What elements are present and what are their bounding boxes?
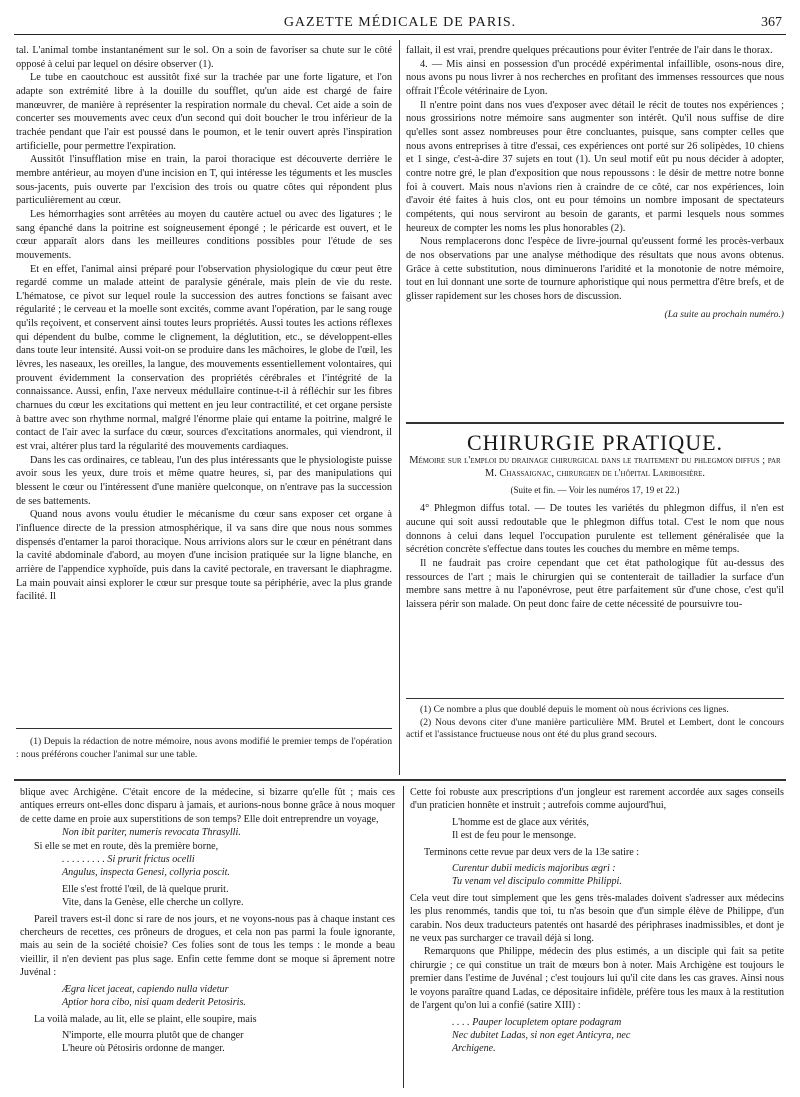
memoir-title: Mémoire sur l'emploi du drainage chirurgical dans le traitement du phlegmon diffus ; par M. Chassaignac, chirurgien de l'hôpital Lariboisière. (409, 454, 781, 479)
paragraph: blique avec Archigène. C'était encore de la médecine, si bizarre qu'elle fût ; mais ces antiques erreurs ont-elles donc disparu à jamais, et aurions-nous bonne grâce à nous moquer de cette dame en proie aux superstitions de son temps? Elle doit entreprendre un voyage, (20, 787, 395, 825)
feuilleton-right (410, 786, 784, 1056)
verse-line: Archigene. (452, 1043, 496, 1055)
paragraph: Quand nous avons voulu étudier le mécanisme du cœur sans exposer cet organe à l'influence directe de la pression atmosphérique, il va sans dire que nous nous sommes dispensés d'entamer la paroi thoracique. Nous arrivions alors sur le cœur en pénétrant dans la cavité abdominale d'abord, au moyen d'une incision pratiquée sur la ligne blanche, en arrière de l'appendice xyphoïde, puis dans la cavité pectorale, en traversant le diaphragme. La main pouvait ainsi explorer le cœur sur presque toute sa périphérie, avec la plus grande facilité. Il (16, 509, 392, 603)
section-divider (406, 422, 784, 424)
paragraph: Aussitôt l'insufflation mise en train, la paroi thoracique est découverte derrière le membre antérieur, au moyen d'une incision en T, qui intéresse les téguments et les muscles sous-jacents, puis ouverte par l'excision des trois ou quatre côtes qui répondent plus particulièrement au cœur. (16, 154, 392, 207)
footnote: (1) Depuis la rédaction de notre mémoire, nous avons modifié le premier temps de l'opération : nous préférons coucher l'animal sur une table. (16, 736, 392, 760)
section-title: CHIRURGIE PRATIQUE. (466, 430, 724, 455)
continued-note: (La suite au prochain numéro.) (664, 309, 784, 321)
paragraph: Le tube en caoutchouc est aussitôt fixé sur la trachée par une forte ligature, et l'on adapte son extrémité libre à la douille du soufflet, qu'un aide est chargé de faire manœuvrer, de manière à représenter la respiration normale du cheval. Cet aide a soin de concerter ses mouvements avec ceux d'un second qui doit boucher le trou inférieur de la trachée pendant que l'air est poussé dans le poumon, et le tenir ouvert après l'inspiration artificielle, pour permettre l'expiration. (16, 72, 392, 152)
left-footnote (16, 736, 392, 761)
verse-line: Aptior hora cibo, nisi quam dederit Petosiris. (62, 997, 246, 1009)
translation-line: L'heure où Pétosiris ordonne de manger. (62, 1043, 225, 1055)
left-column (16, 44, 392, 604)
paragraph: Et en effet, l'animal ainsi préparé pour l'observation physiologique du cœur peut être regardé comme un malade atteint de paralysie générale, mais plein de vie du reste. L'hématose, ce pivot sur lequel roule la succession des autres fonctions se faisant avec régularité ; le cerveau et la moelle sont excités, comme avant l'opération, par le sang rouge qu'ils reçoivent, et conservent ainsi toutes leurs propriétés. Aussi toutes les actions réflexes qui dépendent du bulbe, comme le clignement, la déglutition, etc., se développent-elles dans toute leur intensité. Aussi voit-on se produire dans les mâchoires, le globe de l'œil, les lèvres, les naseaux, les oreilles, la langue, des mouvements essentiellement volontaires, qui prouvent évidemment la conservation des propriétés cérébrales et l'intégrité de la connaissance. Aussi, enfin, l'axe nerveux médullaire continue-t-il à réfléchir sur les fibres charnues du cœur les excitations qui mettent en jeu leur contractilité, et cet organe persiste à battre avec son rhythme normal, malgré l'énorme plaie qui entame la poitrine, malgré le contact de l'air avec la surface du cœur, sources d'excitations anormales, qui viendront, il est vrai, altérer plus tard la régularité des mouvements cardiaques. (16, 263, 392, 453)
translation-line: Vite, dans la Genèse, elle cherche un collyre. (62, 897, 244, 909)
verse-line: Curentur dubii medicis majoribus ægri : (452, 863, 616, 875)
verse-line: Tu venam vel discipulo committe Philippi. (452, 876, 622, 888)
verse-line: Nec dubitet Ladas, si non eget Anticyra, nec (452, 1029, 631, 1041)
translation-line: N'importe, elle mourra plutôt que de changer (62, 1029, 244, 1041)
memoir-note: (Suite et fin. — Voir les numéros 17, 19 et 22.) (510, 484, 680, 495)
verse-line: Non ibit pariter, numeris revocata Thrasylli. (62, 827, 241, 839)
paragraph: 4. — Mis ainsi en possession d'un procédé expérimental infaillible, osons-nous dire, nous avons pu nous livrer à nos recherches en profitant des immenses ressources que nous offrait l'École vétérinaire de Lyon. (406, 58, 784, 97)
paragraph: La voilà malade, au lit, elle se plaint, elle soupire, mais (34, 1013, 257, 1025)
verse-line: Angulus, inspecta Genesi, collyria poscit. (62, 867, 230, 879)
verse-line: Ægra licet jaceat, capiendo nulla videtur (62, 983, 229, 995)
page-number: 367 (761, 15, 782, 30)
paragraph: fallait, il est vrai, prendre quelques précautions pour éviter l'entrée de l'air dans le thorax. (406, 45, 773, 56)
footnote: (1) Ce nombre a plus que doublé depuis le moment où nous écrivions ces lignes. (420, 704, 729, 715)
paragraph: Il n'entre point dans nos vues d'exposer avec détail le récit de toutes nos expériences ; nous grossirions notre mémoire sans augmenter son intérêt. Qu'il nous suffise de dire qu'elles sont assez nombreuses pour être concluantes, puisque, sans compter celles que nous avons entreprises à titre d'essai, ces expériences ont porté sur 26 solipèdes, 10 chiens et 1 singe, c'est-à-dire 37 sujets en tout (1). Un seul motif eût pu nous décider à adopter, contre notre gré, le plan d'exposition que nous repoussons : le désir de mettre notre bonne foi à couvert. Mais nous n'avions rien à craindre de ce côté, car nos expériences, loin d'avoir été faites à huis clos, ont eu pour témoins un nombre imposant de spectateurs compétents, qui nous serviront au besoin de garants, et parmi lesquels nous sommes heureux de compter les noms les plus honorables (2). (406, 99, 784, 234)
footnote: (2) Nous devons citer d'une manière particulière MM. Brutel et Lembert, dont le concours actif et l'assistance fructueuse nous ont été du plus grand secours. (406, 716, 784, 740)
paragraph: Dans les cas ordinaires, ce tableau, l'un des plus intéressants que le physiologiste puisse avoir sous les yeux, dure trois et même quatre heures, si, par des manipulations qui blessent le cœur ou l'intéressent d'une manière quelconque, on n'entrave pas la succession de ses battements. (16, 454, 392, 507)
paragraph: Il ne faudrait pas croire cependant que cet état pathologique fût au-dessus des ressources de l'art ; mais le chirurgien qui se contenterait de tailladier la surface d'un membre sans mettre à nu l'aponévrose, peut être parfaitement sûr d'une chose, c'est qu'il laissera périr son malade. On peut donc faire de cette nécessité de poursuivre tou- (406, 557, 784, 610)
paragraph: Les hémorrhagies sont arrêtées au moyen du cautère actuel ou avec des ligatures ; le sang épanché dans la poitrine est soigneusement épongé ; le péricarde est ouvert, et le cœur apparaît alors dans les meilleures conditions possibles pour l'étude de ses mouvements. (16, 208, 392, 261)
paragraph: Remarquons que Philippe, médecin des plus estimés, a un disciple qui fait sa petite chirurgie ; ce qui constitue un trait de mœurs bon à noter. Mais Archigène est toujours le premier dans l'estime de Juvénal ; c'est toujours lui qu'il cite dans les cas graves. Ainsi nous le voyons paraître quand Ladas, ce dépositaire infidèle, préfère tous les maux à la restitution de l'argent qu'on lui a confié (satire XIII) : (410, 946, 784, 1012)
paragraph: Cette foi robuste aux prescriptions d'un jongleur est rarement accordée aux sages conseils d'un praticien honnête et instruit ; autrefois comme aujourd'hui, (410, 787, 784, 812)
page-header (14, 12, 786, 35)
paragraph: tal. L'animal tombe instantanément sur le sol. On a soin de favoriser sa chute sur le côté opposé à celui par lequel on désire observer (1). (16, 45, 392, 70)
translation-line: Elle s'est frotté l'œil, de là quelque prurit. (62, 883, 229, 895)
footnote-divider (16, 728, 392, 729)
right-column-top (406, 44, 784, 322)
paragraph: Terminons cette revue par deux vers de la 13e satire : (424, 846, 640, 858)
paragraph: Pareil travers est-il donc si rare de nos jours, et ne voyons-nous pas à chaque instant ces chercheurs de recettes, ces prôneurs de drogues, et cela non pas parmi la foule ignorante, mais au sein de la société choisie? Ces folies sont de tous les temps : le monde a beau vieillir, il n'en devient pas plus sage. Enfin cette femme dont se moque si âprement notre Juvénal : (20, 913, 395, 979)
footnote-divider (406, 698, 784, 699)
paragraph: Nous remplacerons donc l'espèce de livre-journal qu'eussent formé les procès-verbaux de nos observations par une analyse méthodique des résultats que nous avons obtenus. Grâce à cette substitution, nous diminuerons l'aridité et la monotonie de notre mémoire, tout en lui donnant une sorte de tournure aphoristique qui nous permettra d'être brefs, et de glisser rapidement sur les choses hors de discussion. (406, 236, 784, 302)
column-rule (403, 786, 404, 1088)
paragraph: Cela veut dire tout simplement que les gens très-malades doivent s'adresser aux médecins les plus renommés, tandis que toi, tu n'as besoin que d'un simple élève de Philippe, d'un carabin. Nos deux traducteurs patentés ont hasardé des périphrases inadmissibles, et dont je ne veux pas surcharger ce travail déjà si long. (410, 892, 784, 945)
right-column-bottom (406, 430, 784, 612)
translation-line: L'homme est de glace aux vérités, (452, 816, 589, 828)
translation-line: Il est de feu pour le mensonge. (452, 830, 577, 842)
feuilleton-left (20, 786, 395, 1056)
feuilleton-divider (14, 779, 786, 781)
paragraph: Si elle se met en route, dès la première borne, (34, 840, 219, 852)
journal-title: GAZETTE MÉDICALE DE PARIS. (283, 15, 517, 30)
verse-line: . . . . . . . . . Si prurit frictus ocelli (62, 854, 195, 866)
verse-line: . . . . Pauper locupletem optare podagram (452, 1016, 622, 1028)
right-footnotes (406, 704, 784, 742)
paragraph: 4° Phlegmon diffus total. — De toutes les variétés du phlegmon diffus, il n'en est aucune qui soit aussi redoutable que le phlegmon diffus total. C'est le nom que nous donnons à celui dans lequel l'occupation purulente est tellement généralisée que la sécrétion concrète s'effectue dans toutes les couches du membre en même temps. (406, 503, 784, 556)
column-rule (399, 40, 400, 775)
